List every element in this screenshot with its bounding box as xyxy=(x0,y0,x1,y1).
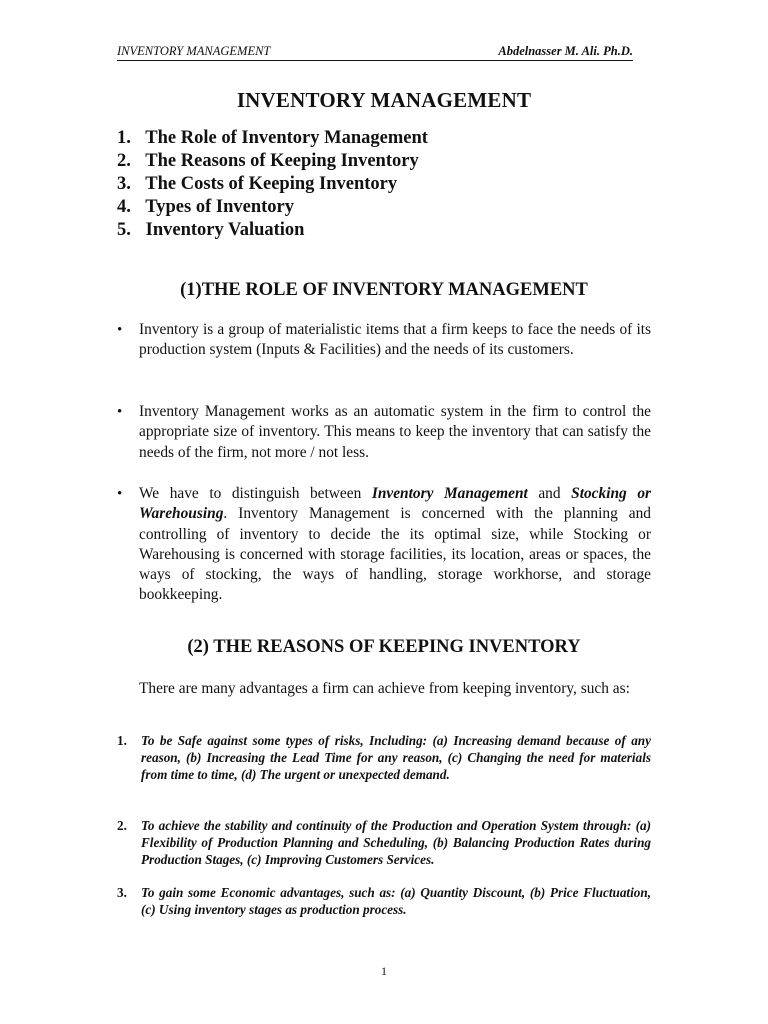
bullet-icon: • xyxy=(117,322,123,338)
emphasis-inventory-management: Inventory Management xyxy=(371,485,528,502)
toc-number: 5. xyxy=(117,220,131,240)
bullet-text: Inventory is a group of materialistic items that a firm keeps to face the needs of its production system (Inputs & Facilities) and the needs of its customers. xyxy=(139,321,651,359)
toc-item xyxy=(117,219,428,242)
section-heading-reasons: (2) THE REASONS OF KEEPING INVENTORY xyxy=(187,637,581,657)
emphasis-stocking-warehousing: Stocking or Warehousing xyxy=(139,485,651,523)
toc-item xyxy=(117,150,428,173)
toc-text: The Reasons of Keeping Inventory xyxy=(145,151,419,171)
intro-paragraph: There are many advantages a firm can achieve from keeping inventory, such as: xyxy=(139,680,630,697)
toc-text: The Costs of Keeping Inventory xyxy=(145,174,398,194)
bullet-icon: • xyxy=(117,486,123,502)
toc-number: 1. xyxy=(117,128,131,148)
toc-text: Inventory Valuation xyxy=(145,220,305,240)
bullet-item xyxy=(117,402,651,463)
bullet-text-mid: and xyxy=(527,485,572,502)
toc-item xyxy=(117,173,428,196)
reason-item xyxy=(117,817,651,868)
header-author: Abdelnasser M. Ali. Ph.D. xyxy=(498,44,633,58)
reason-item xyxy=(117,884,651,918)
toc-number: 3. xyxy=(117,174,131,194)
document-title: INVENTORY MANAGEMENT xyxy=(236,88,532,112)
reason-text: To achieve the stability and continuity of the Production and Operation System through: (a) Flexibility of Production Planning and Scheduling, (b) Balancing Production Rates during Production Stages, (c) Improving Customers Services. xyxy=(141,818,651,867)
toc-number: 2. xyxy=(117,151,131,171)
table-of-contents xyxy=(117,127,428,242)
page-number: 1 xyxy=(381,964,387,978)
toc-item xyxy=(117,196,428,219)
bullet-item xyxy=(117,320,651,361)
reason-text: To be Safe against some types of risks, Including: (a) Increasing demand because of any reason, (b) Increasing the Lead Time for any reason, (c) Changing the need for materials from time to time, (d) The urgent or unexpected demand. xyxy=(141,733,651,782)
bullet-text-post: . Inventory Management is concerned with the planning and controlling of inventory to decide the its optimal size, while Stocking or Warehousing is concerned with storage facilities, its location, areas or spaces, the ways of stocking, the ways of handling, storage workhorse, and storage bookkeeping. xyxy=(139,505,651,604)
toc-text: Types of Inventory xyxy=(145,197,294,217)
toc-item xyxy=(117,127,428,150)
reason-number: 2. xyxy=(117,818,127,833)
section-heading-role: (1)THE ROLE OF INVENTORY MANAGEMENT xyxy=(180,280,588,300)
reason-number: 1. xyxy=(117,733,127,748)
running-header xyxy=(117,42,633,61)
bullet-icon: • xyxy=(117,404,123,420)
reason-item xyxy=(117,732,651,783)
bullet-text xyxy=(139,484,651,606)
toc-text: The Role of Inventory Management xyxy=(145,128,428,148)
reason-text: To gain some Economic advantages, such as: (a) Quantity Discount, (b) Price Fluctuation, (c) Using inventory stages as production process. xyxy=(141,885,651,917)
reason-number: 3. xyxy=(117,885,127,900)
bullet-item xyxy=(117,484,651,606)
toc-number: 4. xyxy=(117,197,131,217)
header-title: INVENTORY MANAGEMENT xyxy=(117,44,271,58)
bullet-text: Inventory Management works as an automatic system in the firm to control the appropriate size of inventory. This means to keep the inventory that can satisfy the needs of the firm, not more / not less. xyxy=(139,403,651,461)
bullet-text-pre: We have to distinguish between xyxy=(139,485,372,502)
